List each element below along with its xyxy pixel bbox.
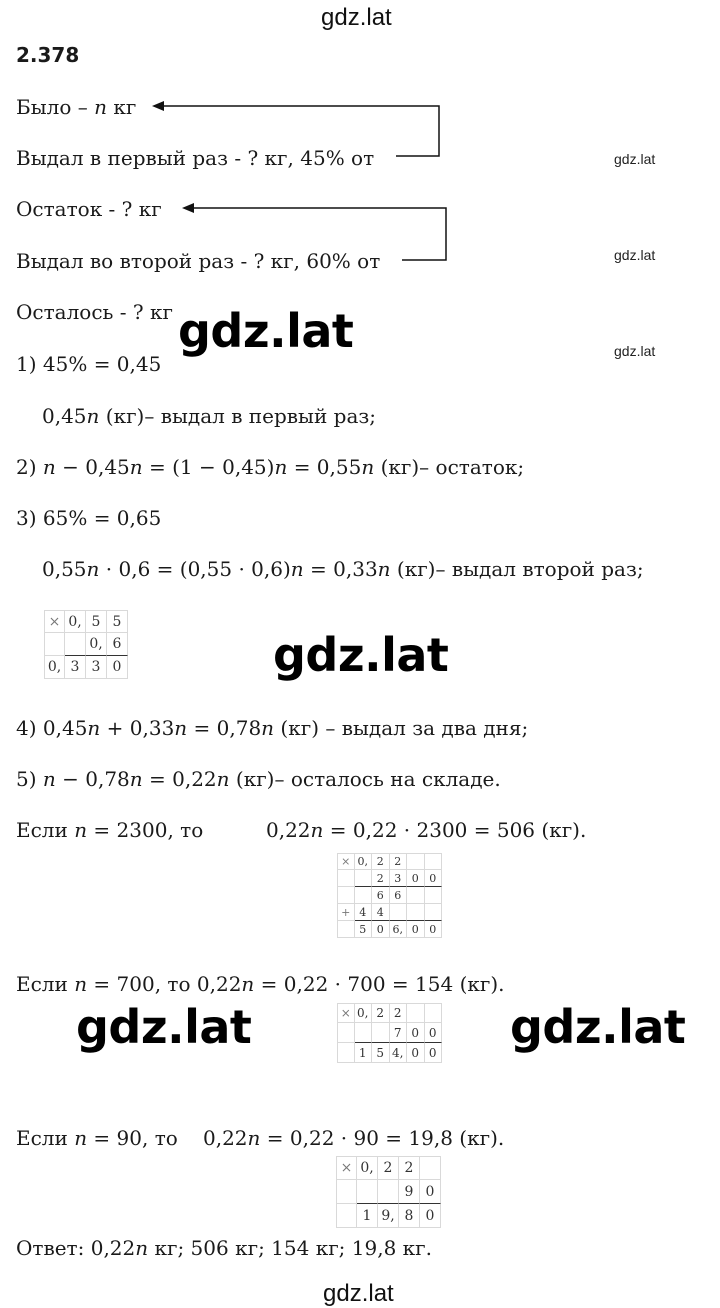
- case-3-calculation: 0,22𝑛 = 0,22 · 90 = 19,8 (кг).: [203, 1126, 505, 1150]
- calc-cell: ×: [337, 853, 355, 870]
- calc-grid-4: [336, 1156, 441, 1228]
- bracket-arrow-1: [162, 106, 439, 156]
- calc-cell: [65, 633, 86, 656]
- calc-cell: 0: [107, 656, 128, 679]
- step-5: 5) 𝑛 − 0,78𝑛 = 0,22𝑛 (кг)– осталось на складе.: [16, 767, 501, 791]
- calc-cell: 0: [407, 870, 425, 887]
- calc-cell: 9: [399, 1180, 420, 1204]
- calc-cell: 0: [425, 921, 443, 938]
- calc-cell: [378, 1180, 399, 1204]
- setup-line-2: Выдал в первый раз - ? кг, 45% от: [16, 146, 375, 170]
- calc-cell: [425, 904, 443, 921]
- calc-cell: [420, 1156, 441, 1180]
- calc-cell: 6: [372, 887, 390, 904]
- calc-cell: 0,: [355, 1003, 373, 1023]
- calc-cell: [372, 1023, 390, 1043]
- calc-cell: 0: [372, 921, 390, 938]
- calc-grid-2: [337, 853, 442, 938]
- calc-cell: 7: [390, 1023, 408, 1043]
- calc-cell: 3: [86, 656, 107, 679]
- watermark-large-1: gdz.lat: [178, 304, 354, 358]
- step-2: 2) 𝑛 − 0,45𝑛 = (1 − 0,45)𝑛 = 0,55𝑛 (кг)– остаток;: [16, 455, 525, 479]
- watermark-large-4: gdz.lat: [510, 1000, 686, 1054]
- calc-cell: 0,: [355, 853, 373, 870]
- calc-cell: 6,: [390, 921, 408, 938]
- case-2-condition: Если 𝑛 = 700, то 0,22𝑛 = 0,22 · 700 = 154 (кг).: [16, 972, 505, 996]
- calc-cell: 3: [390, 870, 408, 887]
- arrowhead-2: [182, 203, 194, 213]
- calc-cell: [337, 870, 355, 887]
- calc-cell: 0: [407, 1043, 425, 1063]
- bracket-arrow-2: [192, 208, 446, 260]
- calc-cell: [355, 1023, 373, 1043]
- calc-cell: 5: [372, 1043, 390, 1063]
- calc-cell: 3: [65, 656, 86, 679]
- calc-cell: 0,: [86, 633, 107, 656]
- setup-line-4: Выдал во второй раз - ? кг, 60% от: [16, 249, 381, 273]
- calc-cell: [390, 904, 408, 921]
- watermark-large-3: gdz.lat: [76, 1000, 252, 1054]
- calc-cell: [355, 870, 373, 887]
- step-4: 4) 0,45𝑛 + 0,33𝑛 = 0,78𝑛 (кг) – выдал за два дня;: [16, 716, 529, 740]
- calc-cell: 2: [372, 870, 390, 887]
- calc-cell: ×: [44, 610, 65, 633]
- calc-cell: [407, 1003, 425, 1023]
- calc-cell: 2: [372, 853, 390, 870]
- calc-cell: [407, 853, 425, 870]
- step-3-result: 0,55𝑛 · 0,6 = (0,55 · 0,6)𝑛 = 0,33𝑛 (кг)– выдал второй раз;: [42, 557, 644, 581]
- calc-cell: 5: [86, 610, 107, 633]
- calc-cell: 4,: [390, 1043, 408, 1063]
- calc-cell: 1: [357, 1204, 378, 1228]
- calc-cell: [425, 1003, 443, 1023]
- calc-cell: 5: [355, 921, 373, 938]
- calc-cell: 6: [107, 633, 128, 656]
- step-1: 1) 45% = 0,45: [16, 352, 162, 376]
- calc-cell: 8: [399, 1204, 420, 1228]
- calc-cell: ×: [337, 1003, 355, 1023]
- calc-cell: [337, 1043, 355, 1063]
- watermark-bottom: gdz.lat: [323, 1280, 394, 1307]
- calc-cell: [425, 853, 443, 870]
- calc-cell: 0: [407, 921, 425, 938]
- case-1-calculation: 0,22𝑛 = 0,22 · 2300 = 506 (кг).: [266, 818, 587, 842]
- calc-cell: 0,: [357, 1156, 378, 1180]
- calc-cell: 1: [355, 1043, 373, 1063]
- calc-cell: 4: [355, 904, 373, 921]
- watermark-top: gdz.lat: [321, 4, 392, 31]
- calc-cell: 0: [420, 1180, 441, 1204]
- calc-cell: 0: [425, 1043, 443, 1063]
- calc-cell: 4: [372, 904, 390, 921]
- calc-cell: [407, 904, 425, 921]
- calc-cell: [337, 1023, 355, 1043]
- calc-cell: [336, 1204, 357, 1228]
- calc-cell: 0: [420, 1204, 441, 1228]
- setup-line-3: Остаток - ? кг: [16, 197, 162, 221]
- calc-cell: 0,: [44, 656, 65, 679]
- calc-cell: 0: [425, 1023, 443, 1043]
- bracket-arrows: [0, 0, 720, 300]
- calc-cell: [337, 887, 355, 904]
- setup-line-1: Было – n кг: [16, 95, 137, 119]
- answer: Ответ: 0,22𝑛 кг; 506 кг; 154 кг; 19,8 кг.: [16, 1236, 432, 1260]
- watermark-side-2: gdz.lat: [614, 247, 656, 263]
- calc-cell: ×: [336, 1156, 357, 1180]
- calc-cell: [407, 887, 425, 904]
- case-3-condition: Если 𝑛 = 90, то: [16, 1126, 178, 1150]
- calc-cell: [357, 1180, 378, 1204]
- arrowhead-1: [152, 101, 164, 111]
- watermark-side-1: gdz.lat: [614, 151, 656, 167]
- calc-cell: [44, 633, 65, 656]
- calc-cell: 6: [390, 887, 408, 904]
- calc-cell: 2: [390, 853, 408, 870]
- watermark-large-2: gdz.lat: [273, 628, 449, 682]
- calc-cell: 9,: [378, 1204, 399, 1228]
- calc-cell: [425, 887, 443, 904]
- calc-cell: 0,: [65, 610, 86, 633]
- calc-cell: [337, 921, 355, 938]
- calc-cell: 2: [390, 1003, 408, 1023]
- calc-cell: 2: [372, 1003, 390, 1023]
- calc-grid-1: [44, 610, 128, 679]
- calc-grid-3: [337, 1003, 442, 1063]
- setup-line-5: Осталось - ? кг: [16, 300, 173, 324]
- step-3: 3) 65% = 0,65: [16, 506, 162, 530]
- calc-cell: [336, 1180, 357, 1204]
- watermark-side-3: gdz.lat: [614, 343, 656, 359]
- step-1-result: 0,45𝑛 (кг)– выдал в первый раз;: [42, 404, 377, 428]
- problem-number: 2.378: [16, 43, 80, 67]
- calc-cell: 0: [425, 870, 443, 887]
- calc-cell: 5: [107, 610, 128, 633]
- calc-cell: 2: [399, 1156, 420, 1180]
- calc-cell: 0: [407, 1023, 425, 1043]
- calc-cell: [355, 887, 373, 904]
- calc-cell: 2: [378, 1156, 399, 1180]
- calc-cell: +: [337, 904, 355, 921]
- case-1-condition: Если 𝑛 = 2300, то: [16, 818, 204, 842]
